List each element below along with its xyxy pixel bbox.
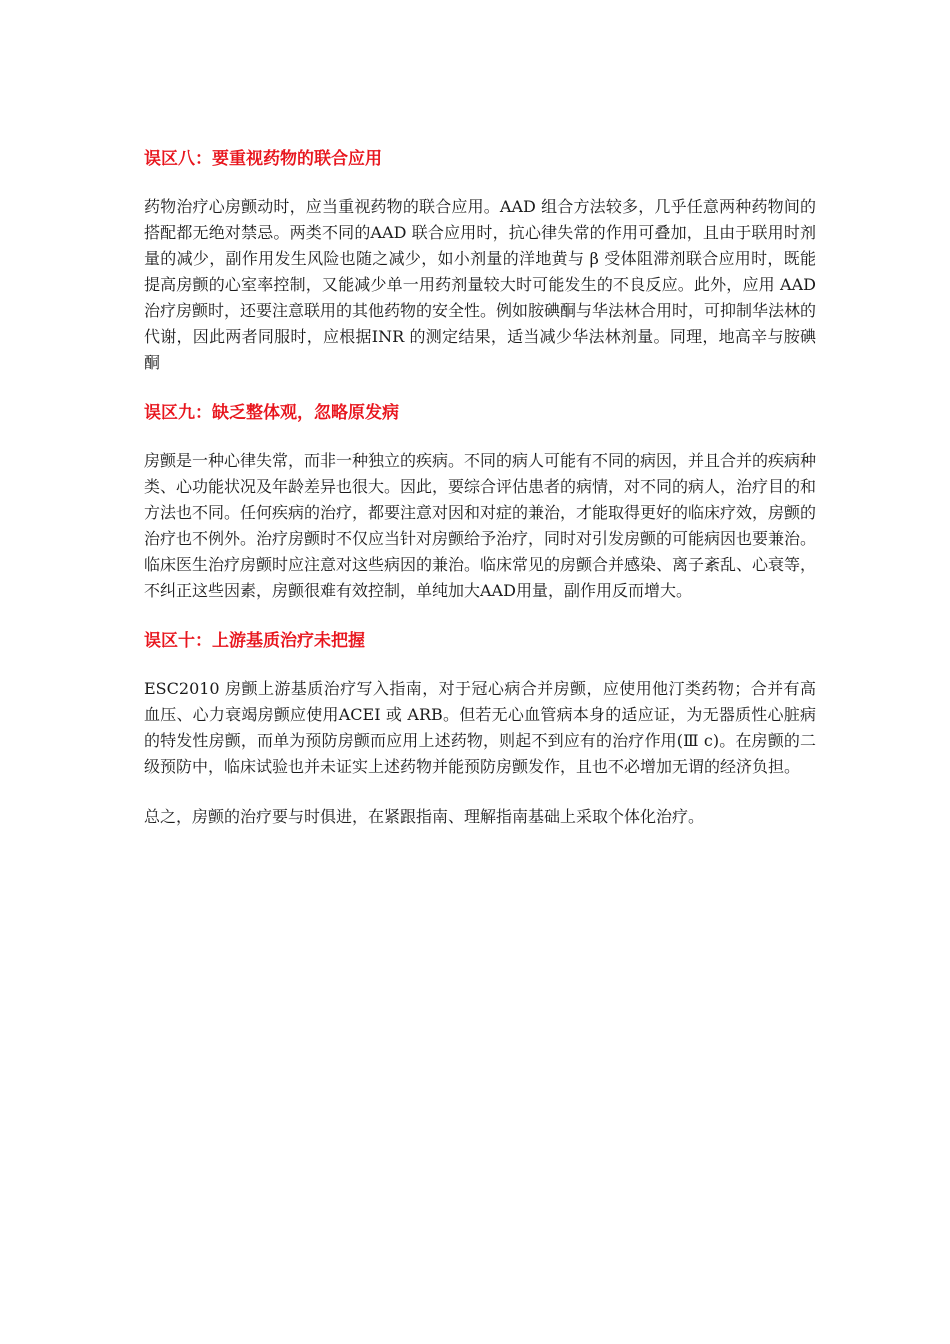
- section-title: 误区八：要重视药物的联合应用: [144, 149, 382, 169]
- body-paragraph: 药物治疗心房颤动时，应当重视药物的联合应用。AAD 组合方法较多，几乎任意两种药物间的搭配都无绝对禁忌。两类不同的AAD 联合应用时，抗心律失常的作用可叠加，且由于联用时剂量的减少，副作用发生风险也随之减少，如小剂量的洋地黄与 β 受体阻滞剂联合应用时，既能提高房颤的心室率控制，又能减少单一用药剂量较大时可能发生的不良反应。此外，应用 AAD 治疗房颤时，还要注意联用的其他药物的安全性。例如胺碘酮与华法林合用时，可抑制华法林的代谢，因此两者同服时，应根据INR 的测定结果，适当减少华法林剂量。同理，地高辛与胺碘酮: [144, 197, 817, 372]
- section-title: 误区九：缺乏整体观，忽略原发病: [144, 403, 399, 423]
- section-misconception-9: [144, 400, 816, 604]
- conclusion-paragraph: 总之，房颤的治疗要与时俱进，在紧跟指南、理解指南基础上采取个体化治疗。: [144, 807, 705, 826]
- section-title: 误区十：上游基质治疗未把握: [144, 631, 365, 651]
- body-paragraph: 房颤是一种心律失常，而非一种独立的疾病。不同的病人可能有不同的病因，并且合并的疾病种类、心功能状况及年龄差异也很大。因此，要综合评估患者的病情，对不同的病人，治疗目的和方法也不同。任何疾病的治疗，都要注意对因和对症的兼治，才能取得更好的临床疗效，房颤的治疗也不例外。治疗房颤时不仅应当针对房颤给予治疗，同时对引发房颤的可能病因也要兼治。临床医生治疗房颤时应注意对这些病因的兼治。临床常见的房颤合并感染、离子紊乱、心衰等，不纠正这些因素，房颤很难有效控制，单纯加大AAD用量，副作用反而增大。: [144, 451, 817, 600]
- body-paragraph: ESC2010 房颤上游基质治疗写入指南，对于冠心病合并房颤，应使用他汀类药物；合并有高血压、心力衰竭房颤应使用ACEI 或 ARB。但若无心血管病本身的适应证，为无器质性心脏病的特发性房颤，而单为预防房颤而应用上述药物，则起不到应有的治疗作用(Ⅲ c)。在房颤的二级预防中，临床试验也并未证实上述药物并能预防房颤发作，且也不必增加无谓的经济负担。: [144, 679, 816, 776]
- section-misconception-10: [144, 628, 816, 830]
- document-page: [144, 146, 816, 830]
- section-misconception-8: [144, 146, 816, 376]
